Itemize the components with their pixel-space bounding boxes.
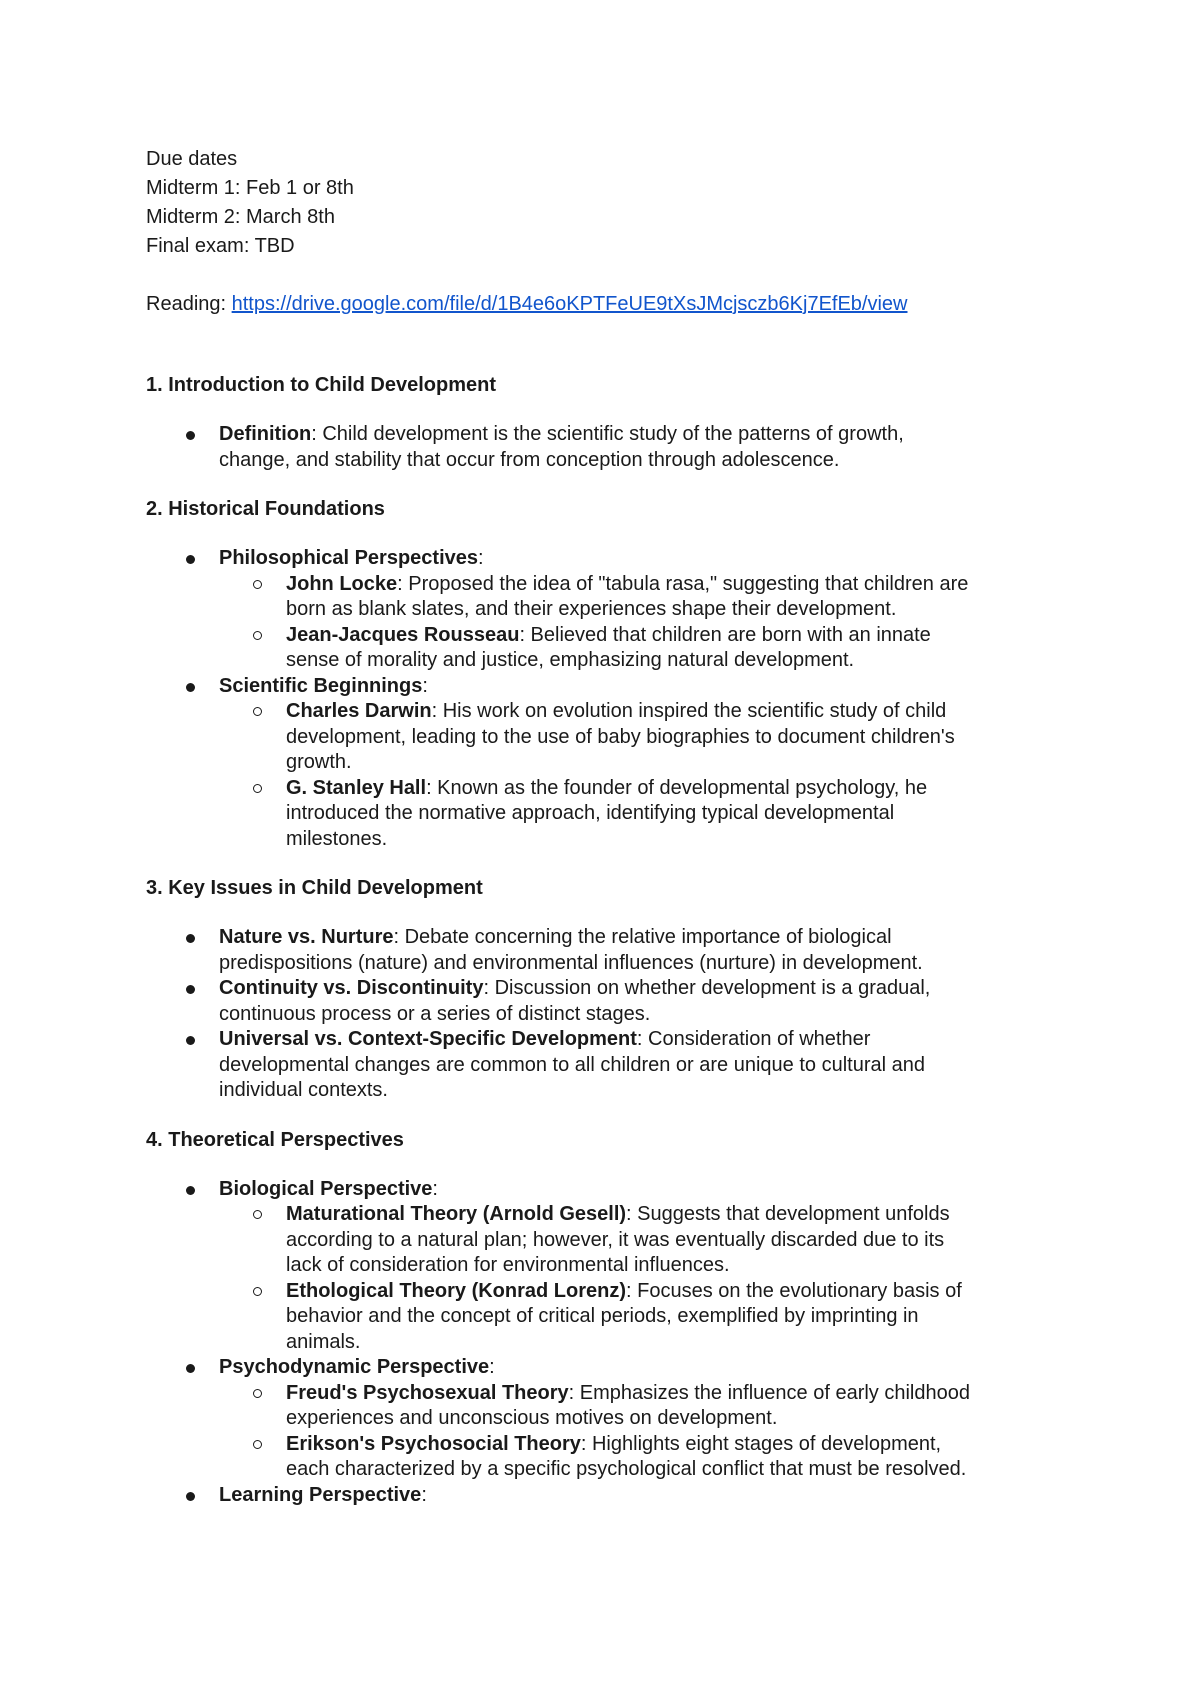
sub-list-item xyxy=(146,699,1076,776)
term-rousseau: Jean-Jacques Rousseau xyxy=(286,623,520,646)
sub-list-item xyxy=(146,1381,1076,1432)
term-freud: Freud's Psychosexual Theory xyxy=(286,1381,569,1404)
item-text: born as blank slates, and their experiences shape their development. xyxy=(286,598,897,620)
item-text: : xyxy=(432,1177,438,1200)
item-text: according to a natural plan; however, it was eventually discarded due to its xyxy=(286,1228,945,1251)
list-item xyxy=(146,1027,1076,1104)
section-2-title: 2. Historical Foundations xyxy=(146,498,385,520)
list-item xyxy=(146,1483,1076,1509)
item-text: : Highlights eight stages of development, xyxy=(580,1432,942,1455)
circle-bullet-icon xyxy=(253,1210,262,1219)
due-dates-block xyxy=(146,145,1076,261)
item-text: : Suggests that development unfolds xyxy=(626,1203,950,1225)
item-text: : xyxy=(478,547,484,569)
item-text: developmental changes are common to all children or are unique to cultural and xyxy=(219,1053,925,1076)
item-text: change, and stability that occur from conception through adolescence. xyxy=(219,448,840,471)
term-biological: Biological Perspective xyxy=(219,1177,433,1200)
item-text: : Proposed the idea of "tabula rasa," suggesting that children are xyxy=(397,572,969,595)
term-ethological: Ethological Theory (Konrad Lorenz) xyxy=(286,1279,627,1302)
bullet-icon xyxy=(186,431,195,440)
circle-bullet-icon xyxy=(253,631,262,640)
circle-bullet-icon xyxy=(253,1389,262,1398)
due-dates-heading: Due dates xyxy=(146,148,238,170)
section-3-list xyxy=(146,925,1076,1104)
item-text: : Consideration of whether xyxy=(636,1028,871,1050)
term-philosophical: Philosophical Perspectives xyxy=(219,547,478,569)
document-page xyxy=(146,145,1076,1508)
item-text: : xyxy=(422,674,428,697)
sub-list-item xyxy=(146,1279,1076,1356)
list-item xyxy=(146,1177,1076,1356)
term-darwin: Charles Darwin xyxy=(286,700,432,722)
term-definition: Definition xyxy=(219,423,312,445)
bullet-icon xyxy=(186,1036,195,1045)
term-scientific: Scientific Beginnings xyxy=(219,674,423,697)
sub-list-item xyxy=(146,623,1076,674)
bullet-icon xyxy=(186,683,195,692)
circle-bullet-icon xyxy=(253,1440,262,1449)
bullet-icon xyxy=(186,934,195,943)
list-item xyxy=(146,546,1076,674)
circle-bullet-icon xyxy=(253,1287,262,1296)
section-1-list xyxy=(146,422,1076,473)
item-text: : xyxy=(421,1483,427,1506)
list-item xyxy=(146,976,1076,1027)
term-locke: John Locke xyxy=(286,572,398,595)
section-1-title: 1. Introduction to Child Development xyxy=(146,374,496,396)
item-text: milestones. xyxy=(286,827,388,850)
bullet-icon xyxy=(186,1186,195,1195)
item-text: : Believed that children are born with an innate xyxy=(519,623,931,646)
item-text: behavior and the concept of critical periods, exemplified by imprinting in xyxy=(286,1305,919,1327)
sub-list xyxy=(219,1202,1076,1355)
term-psychodynamic: Psychodynamic Perspective xyxy=(219,1356,490,1378)
item-text: : Discussion on whether development is a gradual, xyxy=(483,977,931,999)
item-text: lack of consideration for environmental influences. xyxy=(286,1254,730,1276)
bullet-icon xyxy=(186,1364,195,1373)
item-text: : Focuses on the evolutionary basis of xyxy=(626,1279,962,1302)
sub-list xyxy=(219,1381,1076,1483)
list-item xyxy=(146,925,1076,976)
sub-list-item xyxy=(146,1432,1076,1483)
item-text: : Known as the founder of developmental psychology, he xyxy=(426,776,928,799)
midterm-1-date: Midterm 1: Feb 1 or 8th xyxy=(146,177,354,199)
reading-link[interactable]: https://drive.google.com/file/d/1B4e6oKPTFeUE9tXsJMcjsczb6Kj7EfEb/view xyxy=(231,293,908,315)
term-continuity: Continuity vs. Discontinuity xyxy=(219,977,484,999)
reading-label: Reading: xyxy=(146,293,232,315)
term-erikson: Erikson's Psychosocial Theory xyxy=(286,1432,581,1455)
midterm-2-date: Midterm 2: March 8th xyxy=(146,206,335,228)
term-maturational: Maturational Theory (Arnold Gesell) xyxy=(286,1203,627,1225)
item-text: : Child development is the scientific study of the patterns of growth, xyxy=(311,423,904,445)
final-exam-date: Final exam: TBD xyxy=(146,235,295,257)
section-4-list xyxy=(146,1177,1076,1509)
sub-list-item xyxy=(146,572,1076,623)
item-text: continuous process or a series of distinct stages. xyxy=(219,1002,651,1025)
item-text: : His work on evolution inspired the scientific study of child xyxy=(431,700,947,722)
sub-list-item xyxy=(146,1202,1076,1279)
section-4-title: 4. Theoretical Perspectives xyxy=(146,1128,404,1151)
item-text: development, leading to the use of baby biographies to document children's xyxy=(286,725,955,748)
reading-line xyxy=(146,290,1076,319)
term-nature-nurture: Nature vs. Nurture xyxy=(219,926,394,948)
section-2-list xyxy=(146,546,1076,852)
list-item xyxy=(146,422,1076,473)
list-item xyxy=(146,674,1076,853)
sub-list xyxy=(219,572,1076,674)
bullet-icon xyxy=(186,1492,195,1501)
circle-bullet-icon xyxy=(253,784,262,793)
term-learning: Learning Perspective xyxy=(219,1483,422,1506)
list-item xyxy=(146,1355,1076,1483)
bullet-icon xyxy=(186,555,195,564)
item-text: growth. xyxy=(286,751,352,773)
item-text: predispositions (nature) and environmental influences (nurture) in development. xyxy=(219,951,923,974)
item-text: each characterized by a specific psychological conflict that must be resolved. xyxy=(286,1458,967,1480)
term-universal: Universal vs. Context-Specific Development xyxy=(219,1028,637,1050)
circle-bullet-icon xyxy=(253,707,262,716)
bullet-icon xyxy=(186,985,195,994)
circle-bullet-icon xyxy=(253,580,262,589)
item-text: : xyxy=(489,1356,495,1378)
item-text: : Debate concerning the relative importance of biological xyxy=(393,926,892,948)
item-text: experiences and unconscious motives on development. xyxy=(286,1407,778,1429)
item-text: introduced the normative approach, identifying typical developmental xyxy=(286,802,895,824)
item-text: animals. xyxy=(286,1330,361,1353)
item-text: : Emphasizes the influence of early childhood xyxy=(568,1381,970,1404)
item-text: individual contexts. xyxy=(219,1079,388,1101)
item-text: sense of morality and justice, emphasizing natural development. xyxy=(286,649,855,671)
sub-list xyxy=(219,699,1076,852)
sub-list-item xyxy=(146,776,1076,853)
term-hall: G. Stanley Hall xyxy=(286,776,427,799)
section-3-title: 3. Key Issues in Child Development xyxy=(146,877,483,899)
